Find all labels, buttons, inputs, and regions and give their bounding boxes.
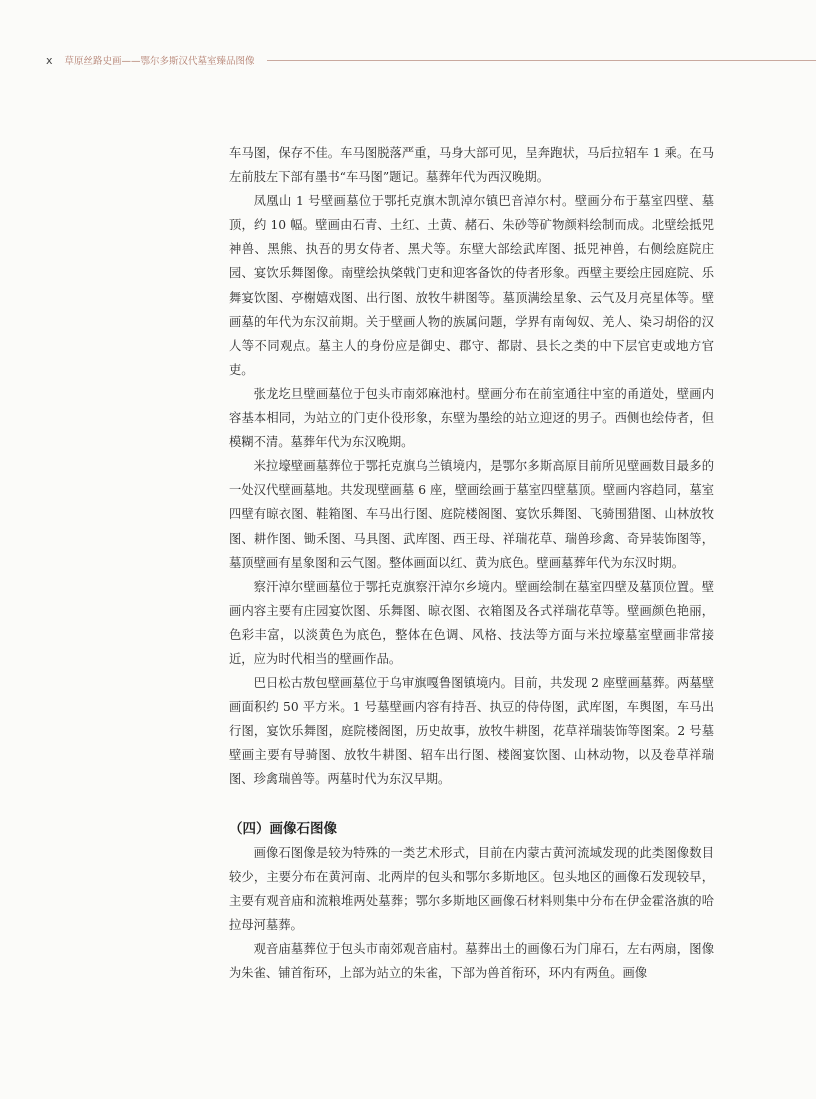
paragraph: 米拉壕壁画墓葬位于鄂托克旗乌兰镇境内，是鄂尔多斯高原目前所见壁画数目最多的一处汉代壁画墓地。共发现壁画墓 6 座，壁画绘画于墓室四壁墓顶。壁画内容趋同，墓室四壁有晾衣图、鞋箱图、车马出行图、庭院楼阁图、宴饮乐舞图、飞骑围猎图、山林放牧图、耕作图、锄禾图、马具图、武库图、西王母、祥瑞花草、瑞兽珍禽、奇异装饰图等，墓顶壁画有星象图和云气图。整体画面以红、黄为底色。壁画墓葬年代为东汉时期。 (229, 459, 714, 570)
paragraph: 凤凰山 1 号壁画墓位于鄂托克旗木凯淖尔镇巴音淖尔村。壁画分布于墓室四壁、墓顶，约 10 幅。壁画由石青、土红、土黄、赭石、朱砂等矿物颜料绘制而成。北壁绘抵兕神兽、黑熊、执吾的男女侍者、黑犬等。东壁大部绘武库图、抵兕神兽，右侧绘庭院庄园、宴饮乐舞图像。南壁绘执棨戟门吏和迎客备饮的侍者形象。西壁主要绘庄园庭院、乐舞宴饮图、亭榭嬉戏图、出行图、放牧牛耕图等。墓顶满绘星象、云气及月亮星体等。壁画墓的年代为东汉前期。关于壁画人物的族属问题，学界有南匈奴、羌人、染习胡俗的汉人等不同观点。墓主人的身份应是御史、郡守、都尉、县长之类的中下层官吏或地方官吏。 (229, 194, 714, 377)
running-header (46, 52, 816, 68)
paragraph: 察汗淖尔壁画墓位于鄂托克旗察汗淖尔乡境内。壁画绘制在墓室四壁及墓顶位置。壁画内容主要有庄园宴饮图、乐舞图、晾衣图、衣箱图及各式祥瑞花草等。壁画颜色艳丽，色彩丰富，以淡黄色为底色，整体在色调、风格、技法等方面与米拉壕墓室壁画非常接近，应为时代相当的壁画作品。 (229, 579, 714, 666)
page-number: x (46, 53, 53, 67)
body-text (229, 141, 714, 985)
paragraph: 张龙圪旦壁画墓位于包头市南郊麻池村。壁画分布在前室通往中室的甬道处，壁画内容基本相同，为站立的门吏仆役形象，东壁为墨绘的站立迎迓的男子。西侧也绘侍者，但模糊不清。墓葬年代为东汉晚期。 (229, 386, 714, 450)
paragraph: 画像石图像是较为特殊的一类艺术形式，目前在内蒙古黄河流域发现的此类图像数目较少，主要分布在黄河南、北两岸的包头和鄂尔多斯地区。包头地区的画像石发现较早，主要有观音庙和流粮堆两处墓葬；鄂尔多斯地区画像石材料则集中分布在伊金霍洛旗的哈拉母河墓葬。 (229, 845, 714, 932)
running-title: 草原丝路史画——鄂尔多斯汉代墓室臻品图像 (64, 56, 255, 67)
paragraph: 巴日松古敖包壁画墓位于乌审旗嘎鲁图镇境内。目前，共发现 2 座壁画墓葬。两墓壁画面积约 50 平方米。1 号墓壁画内容有持吾、执豆的侍侍图，武库图，车舆图，车马出行图，宴饮乐舞图，庭院楼阁图，历史故事，放牧牛耕图，花草祥瑞装饰等图案。2 号墓壁画主要有导骑图、放牧牛耕图、轺车出行图、楼阁宴饮图、山林动物，以及卷草祥瑞图、珍禽瑞兽等。两墓时代为东汉早期。 (229, 676, 714, 787)
header-rule (267, 60, 816, 61)
paragraph: 观音庙墓葬位于包头市南郊观音庙村。墓葬出土的画像石为门扉石，左右两扇，图像为朱雀、铺首衔环，上部为站立的朱雀，下部为兽首衔环，环内有两鱼。画像 (229, 941, 714, 980)
section-heading: （四）画像石图像 (229, 820, 337, 837)
paragraph: 车马图，保存不佳。车马图脱落严重，马身大部可见，呈奔跑状，马后拉轺车 1 乘。在马左前肢左下部有墨书“车马图”题记。墓葬年代为西汉晚期。 (229, 146, 714, 185)
